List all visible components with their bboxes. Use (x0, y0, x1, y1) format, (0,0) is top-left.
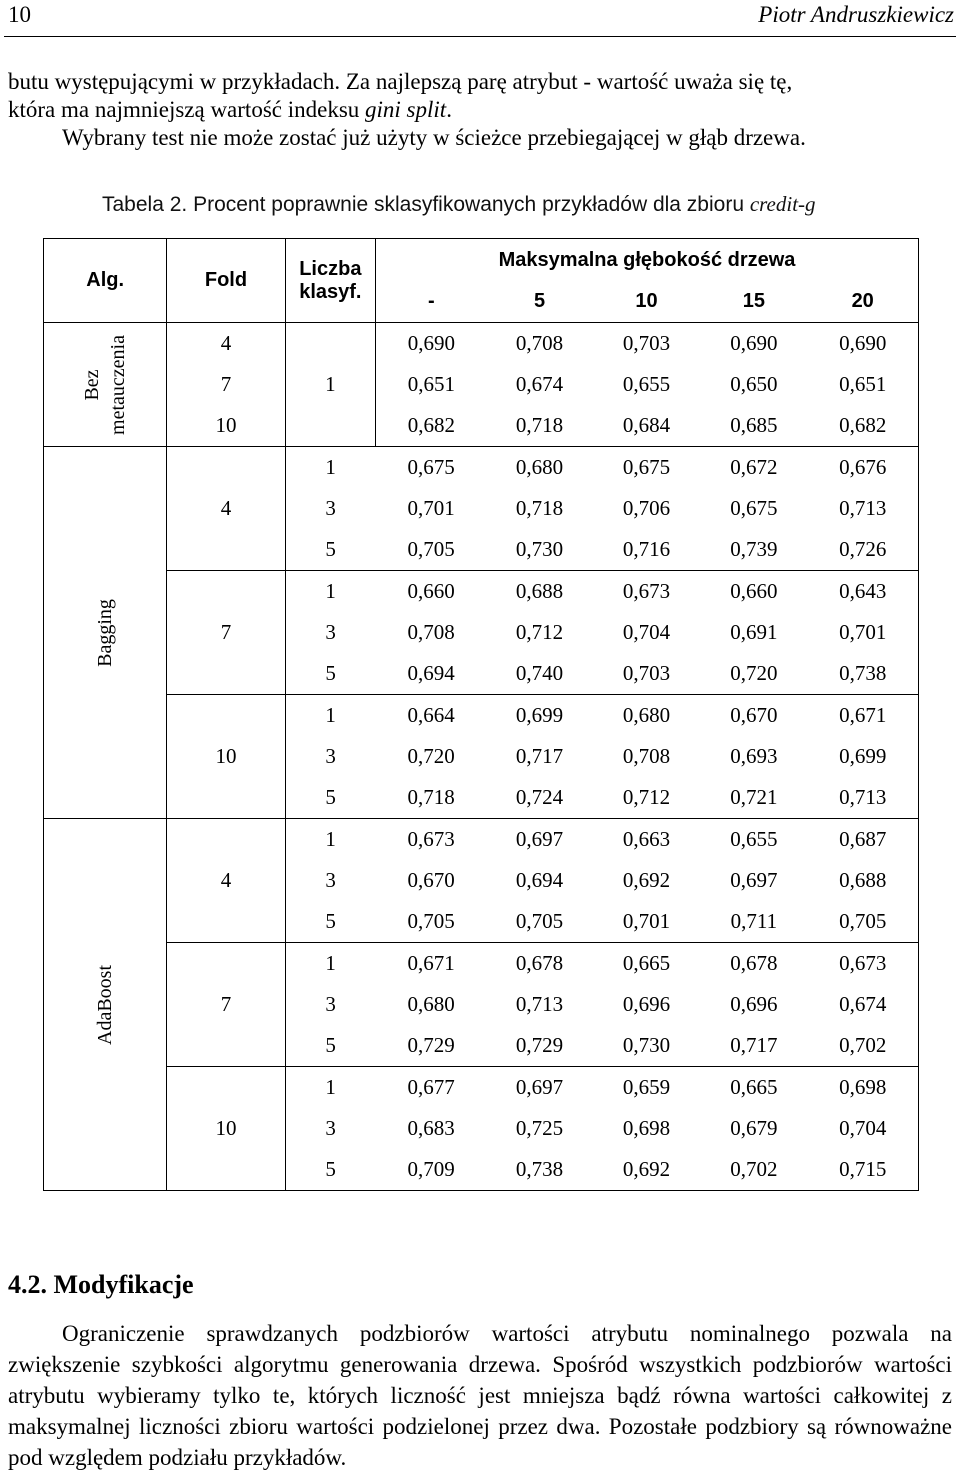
value-cell: 0,688 (807, 860, 918, 901)
intro-term: gini split (365, 97, 447, 122)
value-cell: 0,713 (807, 488, 918, 529)
count-cell: 5 (325, 661, 336, 685)
value-cell: 0,706 (622, 496, 671, 520)
value-cell: 0,697 (730, 868, 778, 892)
value-cell: 0,738 (807, 653, 918, 695)
header-depth-value: 20 (807, 281, 918, 323)
value-cell: 0,673 (593, 571, 701, 613)
value-cell: 0,692 (593, 1149, 701, 1191)
value-cell: 0,690 (376, 323, 487, 365)
count-cell: 3 (325, 496, 336, 520)
header-rule (4, 36, 956, 37)
value-cell: 0,703 (622, 661, 671, 685)
value-cell: 0,664 (376, 695, 487, 737)
count-cell: 3 (325, 1116, 336, 1140)
count-cell: 1 (285, 447, 375, 489)
results-table (43, 238, 919, 1191)
value-cell: 0,718 (515, 496, 564, 520)
value-cell: 0,688 (487, 571, 593, 613)
value-cell: 0,729 (515, 1033, 564, 1057)
caption-dataset: credit-g (749, 192, 816, 216)
value-cell: 0,694 (515, 868, 564, 892)
value-cell: 0,699 (807, 736, 918, 777)
value-cell: 0,708 (487, 323, 593, 365)
value-cell: 0,693 (730, 744, 778, 768)
count-cell: 5 (325, 909, 336, 933)
count-cell: 1 (285, 943, 375, 985)
value-cell: 0,680 (487, 447, 593, 489)
value-cell: 0,675 (730, 496, 778, 520)
table-row (44, 405, 919, 447)
value-cell: 0,704 (622, 620, 671, 644)
value-cell: 0,717 (515, 744, 564, 768)
fold-cell: 7 (167, 571, 285, 695)
intro-line-1: butu występującymi w przykładach. Za najlepszą parę atrybut - wartość uważa się tę, (8, 69, 793, 94)
count-cell: 5 (325, 785, 336, 809)
value-cell: 0,724 (515, 785, 564, 809)
intro-line-2 (8, 96, 952, 124)
fold-cell: 10 (167, 695, 285, 819)
value-cell: 0,660 (700, 571, 807, 613)
alg-label-line-1: Bez (81, 368, 104, 401)
header-fold: Fold (167, 239, 285, 323)
fold-cell: 10 (167, 1067, 285, 1191)
value-cell: 0,705 (407, 909, 455, 933)
value-cell: 0,701 (407, 496, 455, 520)
count-cell: 3 (325, 744, 336, 768)
page-number: 10 (8, 2, 31, 27)
value-cell: 0,712 (622, 785, 671, 809)
value-cell: 0,730 (622, 1033, 671, 1057)
value-cell: 0,705 (515, 909, 564, 933)
value-cell: 0,680 (407, 992, 455, 1016)
intro-line-3: Wybrany test nie może zostać już użyty w ścieżce przebiegającej w głąb drzewa. (62, 125, 806, 150)
value-cell: 0,674 (515, 372, 564, 396)
intro-line-2-text: która ma najmniejszą wartość indeksu (8, 97, 366, 122)
alg-cell (44, 819, 167, 1191)
table-row (44, 1067, 919, 1109)
value-cell: 0,690 (807, 323, 918, 365)
value-cell: 0,665 (593, 943, 701, 985)
value-cell: 0,665 (700, 1067, 807, 1109)
alg-label-line-2: metauczenia (107, 334, 130, 435)
value-cell: 0,683 (407, 1116, 455, 1140)
alg-label (79, 335, 131, 435)
value-cell: 0,738 (487, 1149, 593, 1191)
value-cell: 0,699 (487, 695, 593, 737)
value-cell: 0,702 (700, 1149, 807, 1191)
value-cell: 0,677 (376, 1067, 487, 1109)
value-cell: 0,684 (622, 413, 671, 437)
table-row (44, 943, 919, 985)
value-cell: 0,720 (407, 744, 455, 768)
alg-cell (44, 323, 167, 447)
value-cell: 0,670 (700, 695, 807, 737)
value-cell: 0,717 (730, 1033, 778, 1057)
fold-cell: 7 (167, 943, 285, 1067)
count-cell: 1 (285, 695, 375, 737)
value-cell: 0,716 (622, 537, 671, 561)
value-cell: 0,685 (730, 413, 778, 437)
value-cell: 0,675 (376, 447, 487, 489)
value-cell: 0,720 (730, 661, 778, 685)
value-cell: 0,672 (700, 447, 807, 489)
value-cell: 0,730 (515, 537, 564, 561)
value-cell: 0,679 (730, 1116, 778, 1140)
alg-label: AdaBoost (94, 964, 117, 1045)
value-cell: 0,671 (807, 695, 918, 737)
value-cell: 0,739 (730, 537, 778, 561)
value-cell: 0,729 (407, 1033, 455, 1057)
value-cell: 0,692 (622, 868, 671, 892)
value-cell: 0,704 (807, 1108, 918, 1149)
value-cell: 0,703 (593, 323, 701, 365)
value-cell: 0,701 (622, 909, 671, 933)
value-cell: 0,715 (807, 1149, 918, 1191)
count-cell: 3 (325, 992, 336, 1016)
header-depth-value: - (428, 290, 435, 312)
header-depth-value: 15 (742, 290, 766, 312)
value-cell: 0,673 (807, 943, 918, 985)
value-cell: 0,690 (700, 323, 807, 365)
count-cell: 3 (325, 868, 336, 892)
value-cell: 0,655 (622, 372, 671, 396)
fold-cell: 4 (167, 819, 285, 943)
value-cell: 0,651 (807, 364, 918, 405)
value-cell: 0,678 (700, 943, 807, 985)
value-cell: 0,740 (515, 661, 564, 685)
value-cell: 0,660 (376, 571, 487, 613)
value-cell: 0,675 (593, 447, 701, 489)
value-cell: 0,697 (487, 1067, 593, 1109)
value-cell: 0,650 (730, 372, 778, 396)
value-cell: 0,671 (376, 943, 487, 985)
header-depth-value: 10 (635, 290, 658, 312)
value-cell: 0,713 (807, 777, 918, 819)
table-row (44, 364, 919, 405)
value-cell: 0,694 (407, 661, 455, 685)
value-cell: 0,697 (487, 819, 593, 861)
count-cell: 3 (325, 620, 336, 644)
value-cell: 0,725 (515, 1116, 564, 1140)
value-cell: 0,702 (807, 1025, 918, 1067)
value-cell: 0,655 (700, 819, 807, 861)
value-cell: 0,682 (807, 405, 918, 447)
header-count-line-1: Liczba (299, 257, 362, 280)
value-cell: 0,696 (730, 992, 778, 1016)
value-cell: 0,712 (515, 620, 564, 644)
value-cell: 0,708 (407, 620, 455, 644)
value-cell: 0,709 (376, 1149, 487, 1191)
value-cell: 0,691 (730, 620, 778, 644)
value-cell: 0,663 (593, 819, 701, 861)
count-cell: 5 (325, 1033, 336, 1057)
intro-line-2-end: . (446, 97, 452, 122)
count-cell: 1 (285, 571, 375, 613)
value-cell: 0,673 (376, 819, 487, 861)
value-cell: 0,698 (622, 1116, 671, 1140)
value-cell: 0,701 (807, 612, 918, 653)
count-cell: 1 (285, 323, 375, 447)
value-cell: 0,651 (407, 372, 455, 396)
table-row (44, 819, 919, 861)
fold-cell: 4 (167, 447, 285, 571)
value-cell: 0,705 (807, 901, 918, 943)
section-heading: 4.2. Modyfikacje (8, 1270, 194, 1299)
value-cell: 0,680 (593, 695, 701, 737)
header-count (285, 239, 375, 323)
fold-cell: 7 (167, 364, 285, 405)
value-cell: 0,682 (407, 413, 455, 437)
value-cell: 0,718 (407, 785, 455, 809)
header-depth: Maksymalna głębokość drzewa (376, 239, 919, 282)
value-cell: 0,718 (515, 413, 564, 437)
body-paragraph: Ograniczenie sprawdzanych podzbiorów wartości atrybutu nominalnego pozwala na zwiększenie szybkości algorytmu generowania drzewa. Spośród wszystkich podzbiorów wartości atrybutu wybieramy tylko te, których liczność jest mniejsza bądź równa wartości całkowitej z maksymalnej liczności zbioru wartości podzielonej przez dwa. Pozostałe podzbiory są równoważne pod względem podziału przykładów. (8, 1321, 952, 1470)
count-cell: 1 (285, 1067, 375, 1109)
value-cell: 0,721 (730, 785, 778, 809)
value-cell: 0,708 (622, 744, 671, 768)
table-row (44, 695, 919, 737)
table-row (44, 571, 919, 613)
count-cell: 1 (285, 819, 375, 861)
value-cell: 0,674 (807, 984, 918, 1025)
intro-paragraph (8, 68, 952, 152)
value-cell: 0,711 (730, 909, 778, 933)
fold-cell: 4 (167, 323, 285, 365)
value-cell: 0,659 (593, 1067, 701, 1109)
header-alg: Alg. (44, 239, 167, 323)
table-row (44, 447, 919, 489)
alg-cell (44, 447, 167, 819)
caption-text: Tabela 2. Procent poprawnie sklasyfikowanych przykładów dla zbioru (102, 193, 750, 216)
value-cell: 0,670 (407, 868, 455, 892)
value-cell: 0,676 (807, 447, 918, 489)
value-cell: 0,687 (807, 819, 918, 861)
value-cell: 0,705 (407, 537, 455, 561)
count-cell: 5 (285, 1149, 375, 1191)
value-cell: 0,696 (622, 992, 671, 1016)
header-count-line-2: klasyf. (299, 280, 362, 303)
alg-label: Bagging (94, 598, 117, 667)
value-cell: 0,678 (487, 943, 593, 985)
value-cell: 0,698 (807, 1067, 918, 1109)
value-cell: 0,726 (807, 529, 918, 571)
table-caption (102, 192, 816, 217)
value-cell: 0,713 (515, 992, 564, 1016)
running-header-author: Piotr Andruszkiewicz (758, 2, 954, 27)
table-row (44, 323, 919, 365)
header-depth-value: 5 (533, 290, 546, 312)
count-cell: 5 (325, 537, 336, 561)
value-cell: 0,643 (807, 571, 918, 613)
fold-cell: 10 (167, 405, 285, 447)
